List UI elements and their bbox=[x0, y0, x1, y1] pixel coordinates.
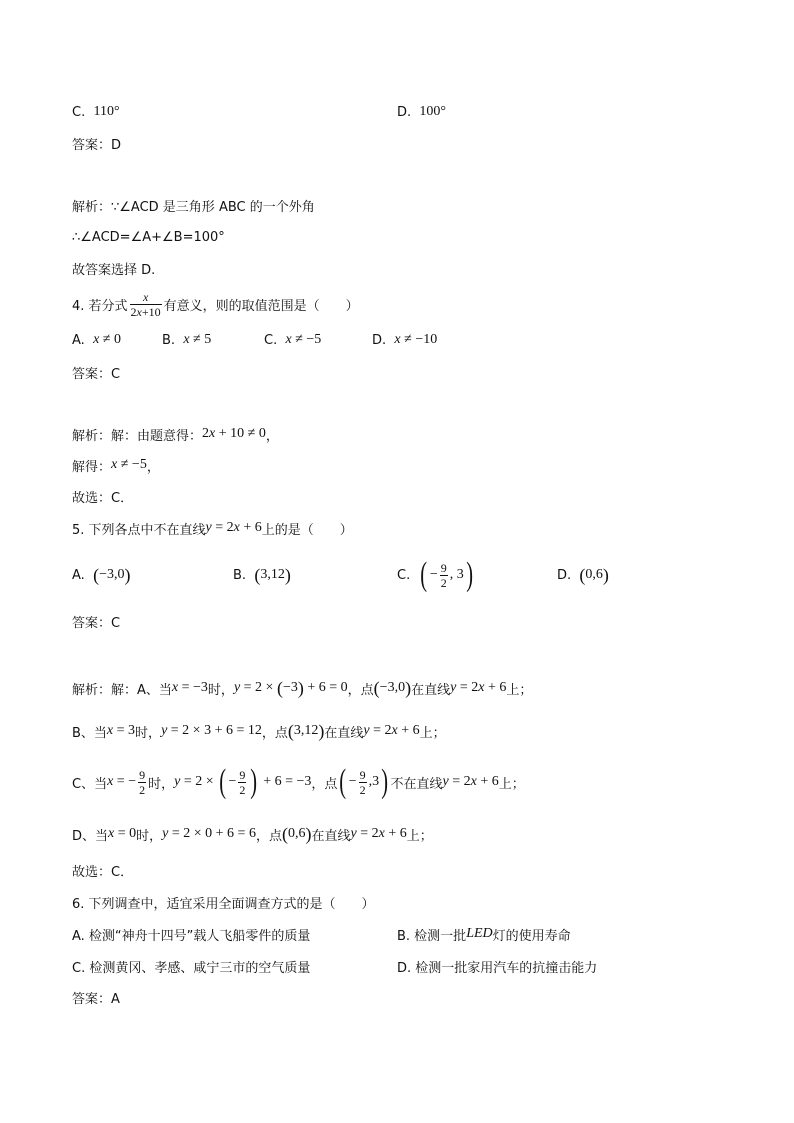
text-run: 答案：D bbox=[72, 137, 122, 153]
math-expression: ≠ −5 bbox=[291, 332, 322, 347]
math-expression: = 2 × bbox=[180, 774, 218, 789]
q5-analysis-d bbox=[72, 814, 433, 854]
parenthesized-expression bbox=[282, 825, 312, 843]
open-parenthesis: ( bbox=[287, 721, 294, 741]
open-parenthesis: ( bbox=[579, 565, 586, 585]
math-variable: y bbox=[363, 723, 370, 738]
q5-analysis-c bbox=[72, 762, 525, 802]
q6-answer bbox=[72, 977, 120, 1017]
q5-option-d bbox=[557, 555, 609, 595]
close-parenthesis: ) bbox=[124, 565, 131, 585]
math-expression: = 2 bbox=[448, 774, 471, 789]
math-expression: + 6 bbox=[384, 826, 407, 841]
math-variable: x bbox=[111, 457, 118, 472]
q5-option-a bbox=[72, 555, 130, 595]
text-run: 灯的使用寿命 bbox=[492, 928, 571, 944]
fraction bbox=[138, 768, 146, 797]
q4-answer bbox=[72, 352, 120, 392]
math-expression: −3 bbox=[282, 680, 298, 695]
text-run: ，点 bbox=[255, 828, 282, 844]
text-run: ， bbox=[146, 459, 160, 475]
fraction bbox=[440, 561, 448, 590]
fraction bbox=[130, 290, 162, 319]
parenthesized-expression bbox=[418, 558, 475, 592]
close-parenthesis: ) bbox=[297, 678, 304, 698]
text-run: 5. 下列各点中不在直线 bbox=[72, 522, 206, 538]
text-run: 不在直线 bbox=[390, 776, 443, 792]
math-expression: = 3 bbox=[113, 723, 136, 738]
math-expression: 0,6 bbox=[287, 826, 306, 841]
text-run: D. bbox=[372, 332, 395, 348]
text-run: 故选：C． bbox=[72, 490, 134, 506]
math-expression: = 2 bbox=[211, 520, 234, 535]
math-variable: y bbox=[442, 774, 449, 789]
text-run: 在直线 bbox=[324, 725, 364, 741]
close-parenthesis: ) bbox=[602, 565, 609, 585]
text-run: 解得： bbox=[72, 459, 112, 475]
fraction-numerator bbox=[138, 768, 146, 782]
fraction bbox=[238, 768, 246, 797]
parenthesis-content bbox=[228, 768, 248, 797]
parenthesized-expression bbox=[337, 765, 390, 799]
text-run: C. bbox=[72, 104, 94, 120]
parenthesis-content bbox=[430, 561, 464, 590]
parenthesized-expression bbox=[277, 679, 304, 697]
math-expression: = − bbox=[113, 774, 137, 789]
open-parenthesis: ( bbox=[281, 824, 288, 844]
math-expression: 2 bbox=[139, 782, 146, 797]
text-run: 上； bbox=[419, 725, 446, 741]
text-run: C. bbox=[264, 332, 286, 348]
math-expression: −3,0 bbox=[99, 567, 125, 582]
math-variable: y bbox=[450, 680, 457, 695]
math-variable: x bbox=[233, 520, 240, 535]
math-expression: +10 bbox=[141, 304, 161, 319]
math-variable: y bbox=[350, 826, 357, 841]
text-run: 故答案选择 D. bbox=[72, 262, 156, 278]
math-expression: 3,12 bbox=[260, 567, 285, 582]
math-variable: x bbox=[478, 680, 485, 695]
close-parenthesis: ) bbox=[305, 824, 312, 844]
q4-option-b bbox=[162, 320, 211, 360]
math-variable: x bbox=[470, 774, 477, 789]
q5-option-b bbox=[233, 555, 291, 595]
math-variable: y bbox=[205, 520, 212, 535]
math-variable: LED bbox=[466, 926, 493, 941]
close-parenthesis: ) bbox=[381, 763, 389, 800]
text-run: 4. 若分式 bbox=[72, 298, 128, 314]
math-variable: x bbox=[391, 723, 398, 738]
q6-option-d bbox=[397, 946, 597, 986]
text-run: 答案：C bbox=[72, 366, 121, 382]
q3-analysis-line-3 bbox=[72, 248, 155, 288]
text-run: 时， bbox=[148, 776, 175, 792]
math-expression: − bbox=[429, 567, 438, 582]
math-expression: 2 bbox=[359, 782, 366, 797]
text-run: ，点 bbox=[311, 776, 338, 792]
math-expression: ≠ −5 bbox=[117, 457, 147, 472]
text-run: B、当 bbox=[72, 725, 107, 741]
math-expression: = −3 bbox=[178, 680, 208, 695]
fraction-numerator bbox=[142, 290, 149, 304]
math-expression: 2 bbox=[130, 304, 137, 319]
math-expression: − bbox=[228, 774, 237, 789]
parenthesis-content bbox=[283, 680, 298, 696]
parenthesis-content bbox=[260, 567, 285, 583]
parenthesized-expression bbox=[579, 566, 609, 584]
text-run: B. 检测一批 bbox=[397, 928, 467, 944]
parenthesized-expression bbox=[288, 722, 325, 740]
text-run: ，点 bbox=[261, 725, 288, 741]
parenthesized-expression bbox=[217, 765, 260, 799]
math-variable: x bbox=[108, 826, 115, 841]
math-expression: 100° bbox=[419, 104, 447, 119]
math-expression: 110° bbox=[93, 104, 120, 119]
text-run: 上； bbox=[498, 776, 525, 792]
text-run: A. bbox=[72, 332, 94, 348]
parenthesis-content bbox=[99, 567, 124, 583]
math-expression: + 6 bbox=[239, 520, 262, 535]
math-expression: + 6 bbox=[484, 680, 507, 695]
math-variable: x bbox=[209, 426, 216, 441]
q5-analysis-b bbox=[72, 711, 446, 751]
math-expression: ,3 bbox=[368, 774, 380, 789]
math-expression: = 2 × 3 + 6 = 12 bbox=[167, 723, 262, 738]
math-expression: + 6 = −3 bbox=[259, 774, 312, 789]
parenthesis-content bbox=[585, 567, 603, 583]
text-run: D. bbox=[397, 104, 420, 120]
text-run: 时， bbox=[207, 682, 234, 698]
fraction-denominator bbox=[130, 304, 162, 319]
math-variable: x bbox=[171, 680, 179, 695]
close-parenthesis: ) bbox=[250, 763, 258, 800]
text-run: 解析：∵∠ACD 是三角形 ABC 的一个外角 bbox=[72, 199, 315, 215]
q4-option-c bbox=[264, 320, 321, 360]
math-variable: x bbox=[106, 723, 114, 738]
text-run: A. 检测“神舟十四号”载人飞船零件的质量 bbox=[72, 928, 311, 944]
text-run: 上的是（ ） bbox=[261, 522, 353, 538]
fraction-denominator bbox=[359, 782, 367, 797]
text-run: 解析：解：由题意得： bbox=[72, 428, 203, 444]
math-expression: − bbox=[348, 774, 357, 789]
math-expression: = 2 bbox=[356, 826, 379, 841]
text-run: D、当 bbox=[72, 828, 109, 844]
parenthesized-expression bbox=[93, 566, 130, 584]
text-run: ， bbox=[265, 428, 279, 444]
math-expression: 2 bbox=[440, 575, 447, 590]
close-parenthesis: ) bbox=[405, 678, 412, 698]
text-run: 上； bbox=[406, 828, 433, 844]
text-run: 解析：解：A、当 bbox=[72, 682, 172, 698]
math-expression: 9 bbox=[239, 767, 246, 782]
q3-option-d bbox=[397, 92, 446, 132]
text-run: 6. 下列调查中，适宜采用全面调查方式的是（ ） bbox=[72, 896, 375, 912]
text-run: A. bbox=[72, 567, 94, 583]
text-run: 答案：A bbox=[72, 991, 120, 1007]
open-parenthesis: ( bbox=[219, 763, 227, 800]
fraction-denominator bbox=[138, 782, 146, 797]
math-expression: , 3 bbox=[449, 567, 464, 582]
math-expression: 9 bbox=[440, 560, 447, 575]
text-run: 有意义，则的取值范围是（ ） bbox=[163, 298, 359, 314]
parenthesized-expression bbox=[254, 566, 291, 584]
open-parenthesis: ( bbox=[373, 678, 380, 698]
open-parenthesis: ( bbox=[339, 763, 347, 800]
text-run: 时， bbox=[136, 828, 163, 844]
math-expression: 2 bbox=[202, 426, 210, 441]
math-variable: x bbox=[136, 304, 142, 319]
math-expression: 9 bbox=[139, 767, 146, 782]
math-expression: 0,6 bbox=[585, 567, 603, 582]
fraction-denominator bbox=[440, 575, 448, 590]
q5-answer bbox=[72, 601, 120, 641]
q5-stem bbox=[72, 508, 353, 548]
parenthesis-content bbox=[288, 826, 306, 842]
q5-option-c bbox=[397, 555, 475, 595]
math-expression: = 2 bbox=[456, 680, 479, 695]
math-variable: x bbox=[378, 826, 385, 841]
fraction-numerator bbox=[359, 768, 367, 782]
text-run: ，点 bbox=[347, 682, 374, 698]
text-run: 时， bbox=[135, 725, 162, 741]
math-expression: ≠ 5 bbox=[189, 332, 212, 347]
parenthesized-expression bbox=[374, 679, 411, 697]
text-run: B. bbox=[233, 567, 255, 583]
math-expression: + 10 ≠ 0 bbox=[215, 426, 266, 441]
close-parenthesis: ) bbox=[465, 556, 473, 593]
text-run: C. bbox=[397, 567, 419, 583]
math-expression: = 2 × bbox=[240, 680, 277, 695]
open-parenthesis: ( bbox=[93, 565, 100, 585]
text-run: C、当 bbox=[72, 776, 108, 792]
q4-stem bbox=[72, 284, 359, 324]
math-expression: ≠ 0 bbox=[99, 332, 121, 347]
fraction-numerator bbox=[238, 768, 246, 782]
q5-analysis-a bbox=[72, 668, 532, 708]
math-variable: x bbox=[107, 774, 114, 789]
math-variable: y bbox=[233, 680, 241, 695]
math-expression: ≠ −10 bbox=[400, 332, 438, 347]
text-run: D. bbox=[557, 567, 580, 583]
open-parenthesis: ( bbox=[420, 556, 428, 593]
math-expression: = 2 × 0 + 6 = 6 bbox=[168, 826, 256, 841]
text-run: 上； bbox=[506, 682, 533, 698]
math-variable: x bbox=[183, 332, 190, 347]
math-expression: + 6 bbox=[397, 723, 420, 738]
text-run: C. 检测黄冈、孝感、咸宁三市的空气质量 bbox=[72, 960, 311, 976]
math-expression: = 0 bbox=[114, 826, 137, 841]
parenthesis-content bbox=[294, 723, 319, 739]
math-expression: 2 bbox=[239, 782, 246, 797]
text-run: D. 检测一批家用汽车的抗撞击能力 bbox=[397, 960, 598, 976]
q4-option-d bbox=[372, 320, 437, 360]
math-expression: + 6 bbox=[476, 774, 499, 789]
fraction bbox=[359, 768, 367, 797]
text-run: 答案：C bbox=[72, 615, 121, 631]
math-variable: y bbox=[174, 774, 181, 789]
open-parenthesis: ( bbox=[254, 565, 261, 585]
math-expression: −3,0 bbox=[379, 680, 406, 695]
open-parenthesis: ( bbox=[276, 678, 283, 698]
math-variable: x bbox=[285, 332, 292, 347]
math-expression: 3,12 bbox=[293, 723, 319, 738]
math-expression: 9 bbox=[359, 767, 366, 782]
close-parenthesis: ) bbox=[284, 565, 291, 585]
math-variable: x bbox=[93, 332, 100, 347]
math-variable: y bbox=[162, 826, 169, 841]
close-parenthesis: ) bbox=[318, 721, 325, 741]
parenthesis-content bbox=[349, 768, 379, 797]
q3-answer bbox=[72, 123, 121, 163]
text-run: 故选：C． bbox=[72, 864, 134, 880]
text-run: 在直线 bbox=[411, 682, 451, 698]
fraction-denominator bbox=[238, 782, 246, 797]
math-variable: x bbox=[142, 289, 149, 304]
text-run: B. bbox=[162, 332, 184, 348]
math-expression: + 6 = 0 bbox=[303, 680, 348, 695]
fraction-numerator bbox=[440, 561, 448, 575]
text-run: 在直线 bbox=[311, 828, 351, 844]
math-variable: y bbox=[161, 723, 168, 738]
math-expression: = 2 bbox=[369, 723, 392, 738]
math-variable: x bbox=[394, 332, 401, 347]
text-run: ∴∠ACD=∠A+∠B=100° bbox=[72, 229, 225, 245]
parenthesis-content bbox=[380, 680, 405, 696]
